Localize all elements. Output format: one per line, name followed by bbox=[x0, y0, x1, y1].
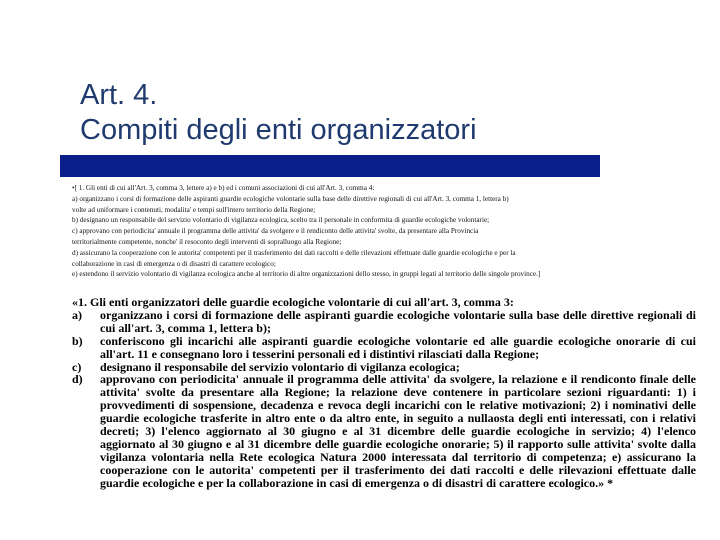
original-line: b) designano un responsabile del servizio volontario di vigilanza ecologica, scelto tra il personale in conformita di guardie ecologiche volontarie; bbox=[72, 216, 490, 225]
item-marker: a) bbox=[72, 307, 82, 322]
slide-title bbox=[80, 78, 477, 148]
amended-heading: «1. Gli enti organizzatori delle guardie ecologiche volontarie di cui all'art. 3, comma 3: bbox=[72, 295, 514, 309]
original-line: volte ad uniformare i contenuti, modalita' e tempi sull'intero territorio della Regione; bbox=[72, 205, 316, 214]
item-marker: c) bbox=[72, 359, 82, 374]
original-line: territorialmente competente, nonche' il resoconto degli interventi di sopralluogo alla Regione; bbox=[72, 237, 342, 246]
item-text: conferiscono gli incarichi alle aspiranti guardie ecologiche volontarie ed alle guardie ecologiche onorarie di cui all'art. 11 e consegnano loro i tesserini personali ed i distintivi rilasciati dalla Regione; bbox=[100, 333, 696, 361]
list-item bbox=[72, 335, 696, 361]
item-marker: b) bbox=[72, 333, 83, 348]
list-item bbox=[72, 373, 696, 489]
item-marker: d) bbox=[72, 372, 83, 387]
original-line: e) estendono il servizio volontario di vigilanza ecologica anche al territorio di altre organizzazioni dello stesso, in gruppi legati al territorio delle singole province.] bbox=[72, 270, 541, 279]
original-line: collaborazione in casi di emergenza o di disastri di carattere ecologico; bbox=[72, 259, 276, 268]
item-text: organizzano i corsi di formazione delle aspiranti guardie ecologiche volontarie sulla base delle direttive regionali di cui all'art. 3, comma 1, lettera b); bbox=[100, 307, 696, 335]
item-text: designano il responsabile del servizio volontario di vigilanza ecologica; bbox=[100, 359, 460, 374]
amended-text-block bbox=[72, 296, 696, 490]
original-line: c) approvano con periodicita' annuale il programma delle attivita' da svolgere e il rendiconto delle attivita' svolte, da presentare alla Provincia bbox=[72, 227, 479, 236]
original-line: •[ 1. Gli enti di cui all'Art. 3, comma 3, lettere a) e b) ed i comuni associazioni di cui all'Art. 3, comma 4: bbox=[72, 184, 375, 192]
original-line: a) organizzano i corsi di formazione delle aspiranti guardie ecologiche volontarie sulla base delle direttive regionali di cui all'Art. 3, comma 1, lettera b) bbox=[72, 194, 509, 203]
item-text: approvano con periodicita' annuale il programma delle attivita' da svolgere, la relazione e il rendiconto finale delle attivita' svolte da presentare alla Regione; la relazione deve contenere in particolare sezioni riguardanti: 1) i provvedimenti di sospensione, decadenza e revoca degli incarichi con le relative motivazioni; 2) i nominativi delle guardie ecologiche trasferite in altro ente o da altro ente, in seguito a nullaosta degli enti interessati, con i relativi decreti; 3) l'elenco aggiornato al 30 giugno e al 31 dicembre delle guardie ecologiche in servizio; 4) l'elenco aggiornato al 30 giugno e al 31 dicembre delle guardie ecologiche onorarie; 5) il rapporto sulle attivita' svolte dalla vigilanza volontaria nella Rete ecologica Natura 2000 interessata dal territorio di competenza; e) assicurano la cooperazione con le autorita' competenti per il trasferimento dei dati raccolti e delle rilevazioni effettuate dalle guardie ecologiche e per la collaborazione in casi di emergenza o di disastri di carattere ecologico.» * bbox=[100, 372, 696, 490]
list-item bbox=[72, 309, 696, 335]
title-line-1: Art. 4. bbox=[80, 79, 158, 111]
title-underline-bar bbox=[60, 155, 600, 177]
original-text-block bbox=[72, 183, 652, 280]
original-line: d) assicurano la cooperazione con le autorita' competenti per il trasferimento dei dati raccolti e delle rilevazioni effettuate dalle guardie ecologiche e per la bbox=[72, 248, 516, 257]
title-line-2: Compiti degli enti organizzatori bbox=[80, 114, 477, 146]
